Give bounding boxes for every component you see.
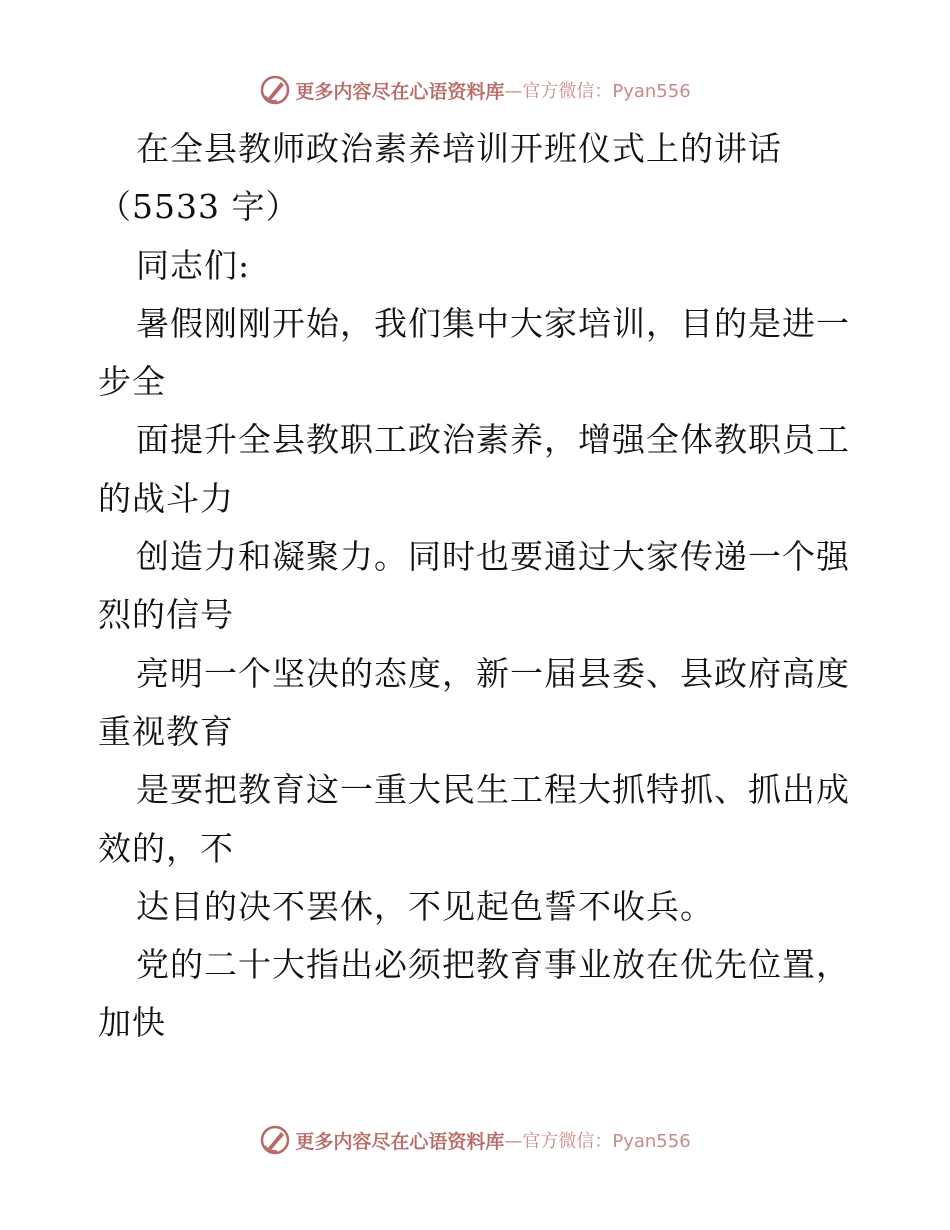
document-body xyxy=(98,120,858,1053)
word-count: （5533 字） xyxy=(98,187,300,227)
text-line: 面提升全县教职工政治素养，增强全体教职员工 xyxy=(136,420,850,460)
banner-sub-text: —官方微信：Pyan556 xyxy=(504,1131,691,1152)
text-line: 的战斗力 xyxy=(98,478,234,518)
text-line: 效的，不 xyxy=(98,828,234,868)
text-line: 达目的决不罢休，不见起色誓不收兵。 xyxy=(136,886,714,926)
quill-logo-icon xyxy=(259,1124,291,1156)
banner-main-text: 更多内容尽在心语资料库 xyxy=(295,1130,505,1153)
header-banner xyxy=(0,70,950,110)
text-line: 烈的信号 xyxy=(98,595,234,635)
text-line: 步全 xyxy=(98,362,166,402)
quill-logo-icon xyxy=(259,74,291,106)
salutation: 同志们: xyxy=(136,245,251,285)
text-line: 是要把教育这一重大民生工程大抓特抓、抓出成 xyxy=(136,770,850,810)
banner-main-text: 更多内容尽在心语资料库 xyxy=(295,80,505,103)
text-line: 重视教育 xyxy=(98,711,234,751)
text-line: 亮明一个坚决的态度，新一届县委、县政府高度 xyxy=(136,653,850,693)
text-line: 党的二十大指出必须把教育事业放在优先位置， xyxy=(136,945,850,985)
text-line: 创造力和凝聚力。同时也要通过大家传递一个强 xyxy=(136,537,850,577)
text-line: 暑假刚刚开始，我们集中大家培训，目的是进一 xyxy=(136,303,850,343)
footer-banner xyxy=(0,1120,950,1160)
text-line: 加快 xyxy=(98,1003,166,1043)
banner-sub-text: —官方微信：Pyan556 xyxy=(504,81,691,102)
document-title: 在全县教师政治素养培训开班仪式上的讲话 xyxy=(136,129,782,168)
